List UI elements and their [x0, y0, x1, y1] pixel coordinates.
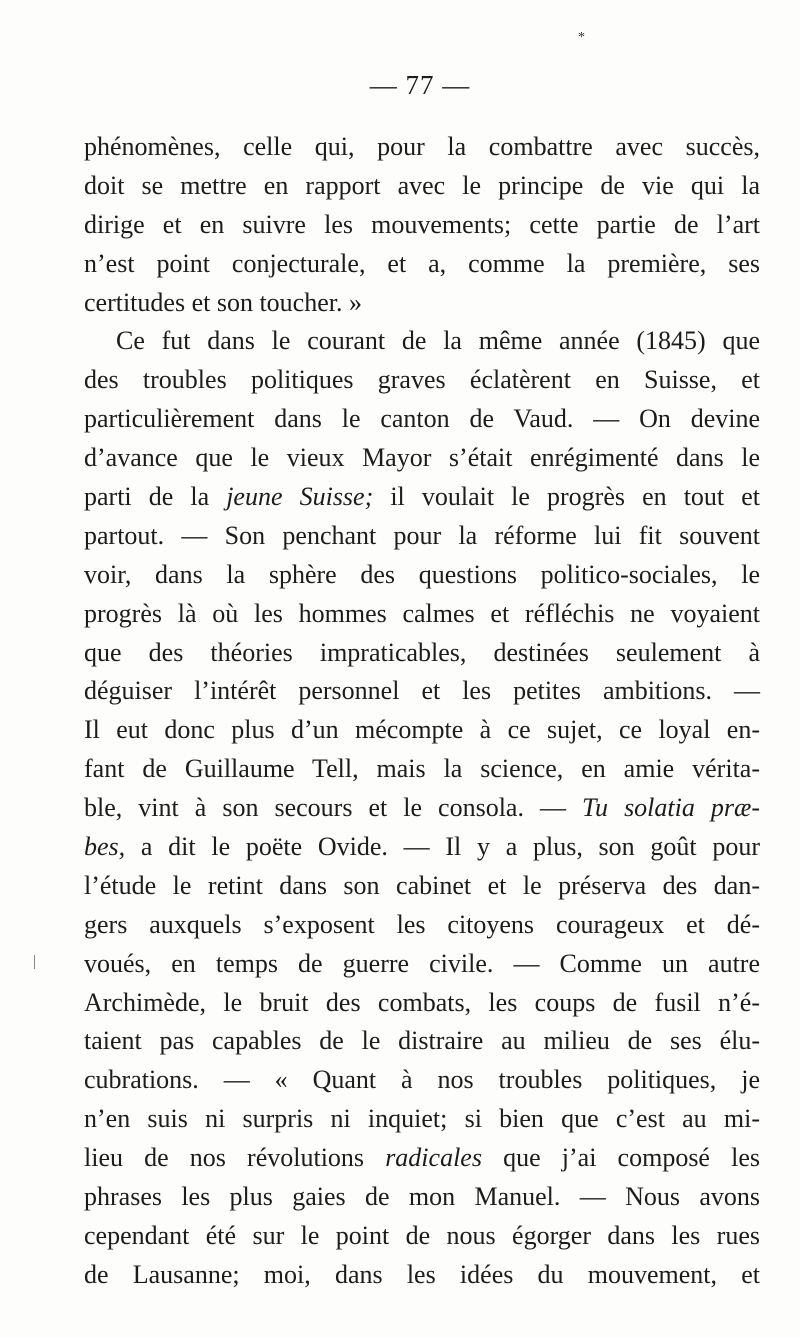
text-line: voués, en temps de guerre civile. — Comme un autre: [84, 948, 760, 978]
text-run: parti de la: [84, 482, 227, 512]
text-line: n’en suis ni surpris ni inquiet; si bien que c’est au mi-: [84, 1104, 760, 1134]
text-line: l’étude le retint dans son cabinet et le préserva des dan-: [84, 870, 760, 900]
margin-mark: [34, 955, 35, 969]
ink-speck: *: [578, 30, 585, 45]
text-line: cependant été sur le point de nous égorger dans les rues: [84, 1220, 760, 1250]
text-line: cubrations. — « Quant à nos troubles politiques, je: [84, 1065, 760, 1095]
text-line: partout. — Son penchant pour la réforme lui fit souvent: [84, 520, 760, 550]
text-line: Il eut donc plus d’un mécompte à ce sujet, ce loyal en-: [84, 715, 760, 745]
italic-text: bes,: [84, 832, 126, 862]
text-line: n’est point conjecturale, et a, comme la première, ses: [84, 248, 760, 278]
text-line: d’avance que le vieux Mayor s’était enrégimenté dans le: [84, 443, 760, 473]
text-line: Archimède, le bruit des combats, les coups de fusil n’é-: [84, 987, 760, 1017]
text-line: particulièrement dans le canton de Vaud. — On devine: [84, 404, 760, 434]
text-line: que des théories impraticables, destinées seulement à: [84, 637, 760, 667]
text-line: progrès là où les hommes calmes et réfléchis ne voyaient: [84, 598, 760, 628]
text-line: gers auxquels s’exposent les citoyens courageux et dé-: [84, 909, 760, 939]
text-line: certitudes et son toucher. »: [84, 287, 362, 317]
text-line: des troubles politiques graves éclatèrent en Suisse, et: [84, 365, 760, 395]
text-line: déguiser l’intérêt personnel et les petites ambitions. —: [84, 676, 760, 706]
text-line: Ce fut dans le courant de la même année (1845) que: [116, 326, 760, 356]
text-line: [84, 1139, 760, 1178]
text-line: [84, 478, 760, 517]
text-line: voir, dans la sphère des questions politico-sociales, le: [84, 559, 760, 589]
body-text: [84, 128, 760, 1295]
italic-text: radicales: [385, 1143, 482, 1173]
page-number: — 77 —: [369, 70, 471, 100]
italic-text: Tu solatia præ-: [582, 793, 760, 823]
text-run: a dit le poëte Ovide. — Il y a plus, son goût pour: [125, 832, 760, 862]
text-run: lieu de nos révolutions: [84, 1143, 386, 1173]
text-line: dirige et en suivre les mouvements; cette partie de l’art: [84, 209, 760, 239]
text-line: phénomènes, celle qui, pour la combattre avec succès,: [84, 132, 760, 161]
text-line: de Lausanne; moi, dans les idées du mouvement, et: [84, 1259, 760, 1289]
text-line: doit se mettre en rapport avec le principe de vie qui la: [84, 170, 760, 200]
text-line: [84, 789, 760, 828]
text-run: il voulait le progrès en tout et: [373, 482, 760, 512]
text-run: ble, vint à son secours et le consola. —: [84, 793, 583, 823]
italic-text: jeune Suisse;: [226, 482, 374, 512]
text-line: [84, 828, 760, 867]
text-line: fant de Guillaume Tell, mais la science, en amie vérita-: [84, 754, 760, 784]
text-line: phrases les plus gaies de mon Manuel. — Nous avons: [84, 1182, 760, 1212]
text-run: que j’ai composé les: [481, 1143, 760, 1173]
text-line: taient pas capables de le distraire au milieu de ses élu-: [84, 1026, 760, 1056]
